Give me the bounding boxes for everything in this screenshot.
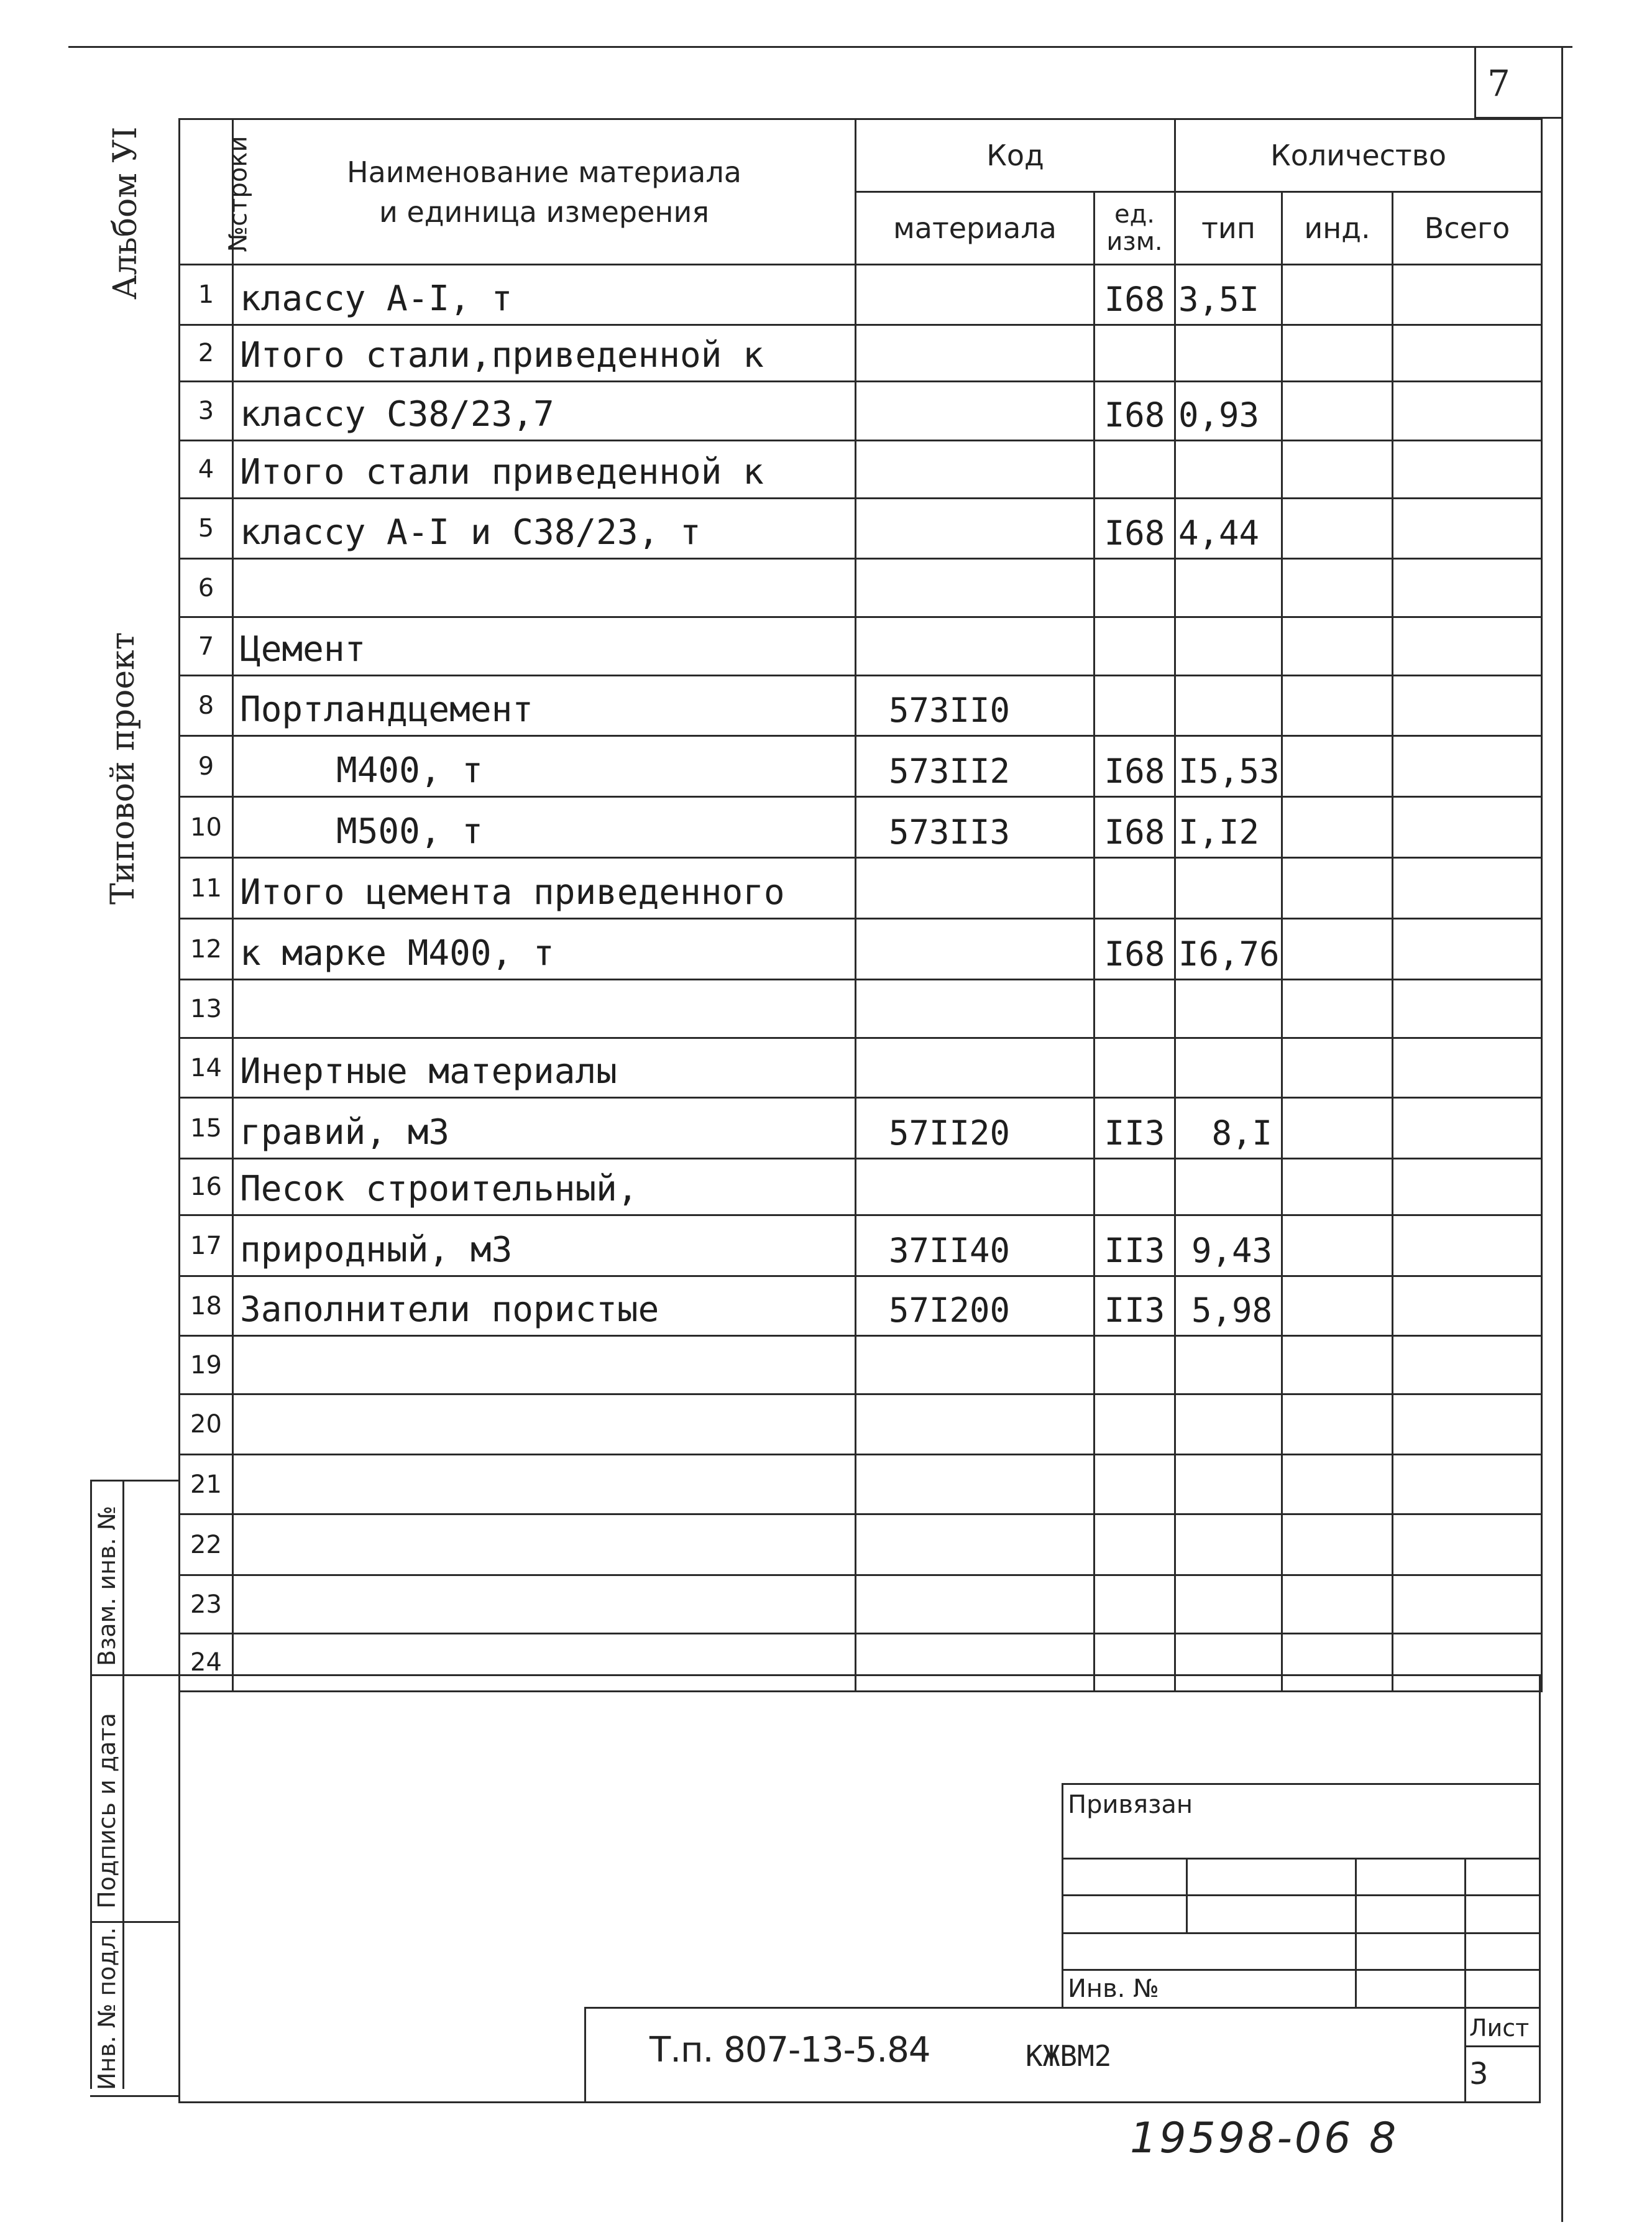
material-name-cell: гравий, м3 (233, 1098, 856, 1159)
quantity-total-cell (1393, 980, 1542, 1038)
row-number-cell: 6 (180, 559, 233, 617)
table-row (180, 797, 1542, 858)
material-name-cell: классу А-I и С38/23, т (233, 499, 856, 559)
row-number-cell: 5 (180, 499, 233, 559)
table-row (180, 1634, 1542, 1692)
table-row (180, 1038, 1542, 1098)
quantity-type-cell: 4,44 (1175, 499, 1282, 559)
sheet-divider-line (1464, 2045, 1539, 2047)
material-name-cell: Инертные материалы (233, 1038, 856, 1098)
quantity-total-cell (1393, 499, 1542, 559)
sheet-number: 3 (1469, 2057, 1489, 2091)
table-row (180, 1159, 1542, 1215)
margin-line-inner (122, 1480, 124, 2089)
table-row (180, 559, 1542, 617)
material-name-cell: природный, м3 (233, 1215, 856, 1276)
quantity-type-cell (1175, 1455, 1282, 1514)
quantity-total-cell (1393, 919, 1542, 980)
privyazan-row1 (1062, 1858, 1539, 1860)
table-row (180, 441, 1542, 499)
row-number-cell: 10 (180, 797, 233, 858)
quantity-type-cell (1175, 1336, 1282, 1394)
material-code-cell (856, 858, 1094, 919)
material-code-cell (856, 980, 1094, 1038)
header-quantity: Количество (1175, 119, 1542, 192)
material-code-cell (856, 919, 1094, 980)
row-number-cell: 20 (180, 1394, 233, 1455)
quantity-type-cell (1175, 1514, 1282, 1575)
unit-code-cell: II3 (1094, 1276, 1175, 1336)
quantity-total-cell (1393, 1634, 1542, 1692)
material-code-cell (856, 1336, 1094, 1394)
quantity-ind-cell (1282, 919, 1393, 980)
materials-table (178, 118, 1543, 1692)
row-number-cell: 15 (180, 1098, 233, 1159)
quantity-total-cell (1393, 1455, 1542, 1514)
table-row (180, 1575, 1542, 1634)
quantity-ind-cell (1282, 858, 1393, 919)
quantity-total-cell (1393, 265, 1542, 325)
row-number-cell: 16 (180, 1159, 233, 1215)
handwritten-number: 19598-06 8 (1130, 2114, 1399, 2163)
material-name-cell: Цемент (233, 617, 856, 676)
unit-code-cell (1094, 617, 1175, 676)
material-name-cell (233, 1634, 856, 1692)
header-unit: ед. изм. (1094, 192, 1175, 265)
unit-code-cell: I68 (1094, 265, 1175, 325)
material-name-cell (233, 1394, 856, 1455)
material-name-cell (233, 1514, 856, 1575)
quantity-type-cell: I,I2 (1175, 797, 1282, 858)
page-number: 7 (1487, 62, 1510, 104)
quantity-ind-cell (1282, 1276, 1393, 1336)
quantity-type-cell (1175, 858, 1282, 919)
row-number-cell: 18 (180, 1276, 233, 1336)
material-name-cell: классу А-I, т (233, 265, 856, 325)
material-code-cell (856, 559, 1094, 617)
table-row (180, 980, 1542, 1038)
designation: Т.п. 807-13-5.84 (649, 2030, 930, 2070)
privyazan-row4 (1062, 1969, 1539, 1971)
quantity-type-cell: I6,76 (1175, 919, 1282, 980)
stamp-right-line (1539, 1674, 1541, 2103)
row-number-cell: 24 (180, 1634, 233, 1692)
quantity-type-cell (1175, 980, 1282, 1038)
quantity-type-cell (1175, 1575, 1282, 1634)
material-name-cell (233, 1575, 856, 1634)
margin-bottom (90, 2095, 178, 2097)
table-row (180, 499, 1542, 559)
unit-code-cell (1094, 1336, 1175, 1394)
table-row (180, 919, 1542, 980)
material-name-cell (233, 980, 856, 1038)
unit-code-cell: I68 (1094, 919, 1175, 980)
row-number-cell: 19 (180, 1336, 233, 1394)
row-number-cell: 1 (180, 265, 233, 325)
table-row (180, 1455, 1542, 1514)
table-row (180, 858, 1542, 919)
stamp-left-line (178, 1674, 180, 2103)
quantity-total-cell (1393, 1159, 1542, 1215)
quantity-type-cell (1175, 325, 1282, 382)
material-code-cell (856, 1514, 1094, 1575)
quantity-ind-cell (1282, 1038, 1393, 1098)
row-number-cell: 11 (180, 858, 233, 919)
quantity-total-cell (1393, 1336, 1542, 1394)
material-name-cell: Итого стали,приведенной к (233, 325, 856, 382)
quantity-type-cell: 8,I (1175, 1098, 1282, 1159)
material-code-cell (856, 1159, 1094, 1215)
quantity-total-cell (1393, 1394, 1542, 1455)
privyazan-label: Привязан (1068, 1791, 1193, 1819)
table-row (180, 1394, 1542, 1455)
material-code-cell (856, 1394, 1094, 1455)
material-code-cell: 57I200 (856, 1276, 1094, 1336)
quantity-type-cell: 9,43 (1175, 1215, 1282, 1276)
row-number-cell: 8 (180, 676, 233, 736)
material-name-cell: Итого цемента приведенного (233, 858, 856, 919)
unit-code-cell (1094, 441, 1175, 499)
quantity-total-cell (1393, 736, 1542, 797)
table-row (180, 1336, 1542, 1394)
material-name-cell: Итого стали приведенной к (233, 441, 856, 499)
unit-code-cell: II3 (1094, 1215, 1175, 1276)
header-code: Код (856, 119, 1175, 192)
unit-code-cell (1094, 980, 1175, 1038)
material-code-cell: 573II2 (856, 736, 1094, 797)
row-number-cell: 22 (180, 1514, 233, 1575)
quantity-ind-cell (1282, 1634, 1393, 1692)
table-row (180, 1215, 1542, 1276)
quantity-ind-cell (1282, 676, 1393, 736)
margin-top (90, 1480, 178, 1482)
project-label: Типовой проект (104, 632, 142, 905)
material-code-cell (856, 265, 1094, 325)
quantity-ind-cell (1282, 1455, 1393, 1514)
material-code-cell (856, 1634, 1094, 1692)
quantity-total-cell (1393, 1038, 1542, 1098)
quantity-total-cell (1393, 559, 1542, 617)
quantity-type-cell (1175, 676, 1282, 736)
table-row (180, 1276, 1542, 1336)
row-number-cell: 2 (180, 325, 233, 382)
quantity-ind-cell (1282, 1215, 1393, 1276)
table-row (180, 676, 1542, 736)
material-code-cell (856, 1038, 1094, 1098)
unit-code-cell: I68 (1094, 797, 1175, 858)
unit-code-cell (1094, 1038, 1175, 1098)
material-code-cell (856, 1455, 1094, 1514)
table-row (180, 617, 1542, 676)
material-code-cell (856, 499, 1094, 559)
unit-code-cell (1094, 1634, 1175, 1692)
vzam-inv-label: Взам. инв. № (93, 1505, 121, 1666)
material-code-cell (856, 617, 1094, 676)
material-name-cell: М400, т (233, 736, 856, 797)
stamp-bottom-line (178, 2101, 1541, 2103)
unit-code-cell: I68 (1094, 499, 1175, 559)
quantity-ind-cell (1282, 1159, 1393, 1215)
quantity-ind-cell (1282, 1575, 1393, 1634)
quantity-type-cell: 5,98 (1175, 1276, 1282, 1336)
title-block-sheet-divider (1464, 2007, 1466, 2103)
header-total: Всего (1393, 192, 1542, 265)
privyazan-col3 (1464, 1858, 1466, 2007)
unit-code-cell (1094, 325, 1175, 382)
quantity-ind-cell (1282, 325, 1393, 382)
row-number-cell: 13 (180, 980, 233, 1038)
margin-divider-2 (90, 1921, 178, 1923)
row-number-cell: 12 (180, 919, 233, 980)
quantity-ind-cell (1282, 1098, 1393, 1159)
quantity-type-cell (1175, 1634, 1282, 1692)
table-row (180, 382, 1542, 441)
top-rule (68, 46, 1572, 48)
stamp-top-line (178, 1674, 1541, 1676)
title-block-left (584, 2007, 586, 2103)
drawing-code: КЖВМ2 (1026, 2039, 1112, 2073)
quantity-total-cell (1393, 676, 1542, 736)
header-ind: инд. (1282, 192, 1393, 265)
table-row (180, 736, 1542, 797)
material-name-cell: классу С38/23,7 (233, 382, 856, 441)
material-name-cell (233, 1336, 856, 1394)
quantity-total-cell (1393, 797, 1542, 858)
unit-code-cell: II3 (1094, 1098, 1175, 1159)
material-code-cell: 57II20 (856, 1098, 1094, 1159)
unit-code-cell (1094, 1575, 1175, 1634)
privyazan-row2 (1062, 1894, 1539, 1896)
quantity-ind-cell (1282, 736, 1393, 797)
quantity-ind-cell (1282, 797, 1393, 858)
material-code-cell: 37II40 (856, 1215, 1094, 1276)
quantity-type-cell (1175, 1394, 1282, 1455)
quantity-type-cell: 3,5I (1175, 265, 1282, 325)
quantity-total-cell (1393, 382, 1542, 441)
quantity-type-cell (1175, 441, 1282, 499)
title-block-top (584, 2007, 1539, 2009)
quantity-total-cell (1393, 325, 1542, 382)
quantity-ind-cell (1282, 499, 1393, 559)
unit-code-cell (1094, 858, 1175, 919)
header-type: тип (1175, 192, 1282, 265)
material-code-cell: 573II3 (856, 797, 1094, 858)
quantity-total-cell (1393, 1098, 1542, 1159)
unit-code-cell: I68 (1094, 736, 1175, 797)
row-number-cell: 21 (180, 1455, 233, 1514)
quantity-total-cell (1393, 617, 1542, 676)
quantity-ind-cell (1282, 559, 1393, 617)
unit-code-cell (1094, 676, 1175, 736)
material-name-cell (233, 1455, 856, 1514)
table-row (180, 265, 1542, 325)
header-name: Наименование материала и единица измерения (233, 119, 856, 265)
quantity-type-cell (1175, 559, 1282, 617)
inv-no-label: Инв. № (1068, 1975, 1159, 2003)
quantity-type-cell (1175, 617, 1282, 676)
podpis-data-label: Подпись и дата (93, 1713, 121, 1909)
quantity-total-cell (1393, 858, 1542, 919)
quantity-type-cell: 0,93 (1175, 382, 1282, 441)
page-number-box-left (1474, 46, 1476, 119)
material-name-cell: Заполнители пористые (233, 1276, 856, 1336)
unit-code-cell (1094, 1394, 1175, 1455)
material-name-cell: к марке М400, т (233, 919, 856, 980)
material-code-cell (856, 1575, 1094, 1634)
quantity-total-cell (1393, 1514, 1542, 1575)
quantity-ind-cell (1282, 1336, 1393, 1394)
row-number-cell: 3 (180, 382, 233, 441)
margin-line-outer (90, 1480, 92, 2089)
unit-code-cell (1094, 1159, 1175, 1215)
row-number-cell: 14 (180, 1038, 233, 1098)
material-name-cell: М500, т (233, 797, 856, 858)
unit-code-cell (1094, 1514, 1175, 1575)
header-material: материала (856, 192, 1094, 265)
unit-code-cell (1094, 559, 1175, 617)
margin-divider-1 (90, 1674, 178, 1676)
material-name-cell: Песок строительный, (233, 1159, 856, 1215)
table-row (180, 1514, 1542, 1575)
quantity-total-cell (1393, 1575, 1542, 1634)
quantity-total-cell (1393, 1276, 1542, 1336)
row-number-cell: 4 (180, 441, 233, 499)
sheet-label: Лист (1469, 2014, 1530, 2042)
material-name-cell (233, 559, 856, 617)
table-row (180, 1098, 1542, 1159)
quantity-ind-cell (1282, 382, 1393, 441)
privyazan-row3 (1062, 1932, 1539, 1934)
inv-podl-label: Инв. № подл. (93, 1927, 121, 2090)
quantity-type-cell: I5,53 (1175, 736, 1282, 797)
quantity-ind-cell (1282, 1394, 1393, 1455)
material-code-cell (856, 325, 1094, 382)
material-name-cell: Портландцемент (233, 676, 856, 736)
quantity-ind-cell (1282, 1514, 1393, 1575)
quantity-type-cell (1175, 1038, 1282, 1098)
album-label: Альбом УI (107, 126, 144, 300)
row-number-cell: 7 (180, 617, 233, 676)
quantity-ind-cell (1282, 441, 1393, 499)
privyazan-col1 (1186, 1858, 1188, 1932)
row-number-cell: 9 (180, 736, 233, 797)
quantity-total-cell (1393, 441, 1542, 499)
row-number-cell: 23 (180, 1575, 233, 1634)
header-row-no: №строки (180, 119, 233, 265)
quantity-ind-cell (1282, 617, 1393, 676)
quantity-total-cell (1393, 1215, 1542, 1276)
material-code-cell: 573II0 (856, 676, 1094, 736)
material-code-cell (856, 382, 1094, 441)
quantity-ind-cell (1282, 265, 1393, 325)
table-row (180, 325, 1542, 382)
privyazan-col2 (1355, 1858, 1357, 2007)
quantity-type-cell (1175, 1159, 1282, 1215)
quantity-ind-cell (1282, 980, 1393, 1038)
material-code-cell (856, 441, 1094, 499)
privyazan-top (1062, 1783, 1539, 1785)
row-number-cell: 17 (180, 1215, 233, 1276)
unit-code-cell (1094, 1455, 1175, 1514)
right-frame-line (1561, 46, 1563, 2222)
unit-code-cell: I68 (1094, 382, 1175, 441)
